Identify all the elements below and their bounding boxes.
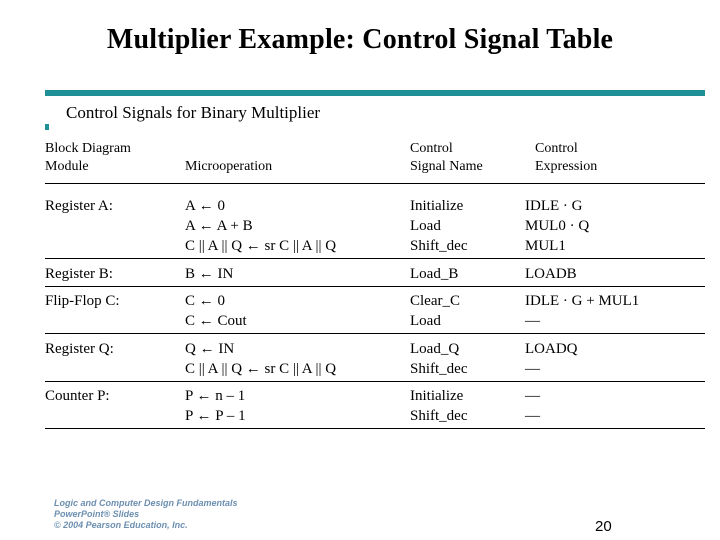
microop-line: C ← 0	[185, 293, 226, 309]
expression-line: MUL0 · Q	[525, 218, 590, 234]
footer-line: Logic and Computer Design Fundamentals	[54, 498, 238, 508]
row-register-a-signals	[410, 196, 468, 256]
title-underline-bar	[45, 90, 705, 96]
signal-line: Load_Q	[410, 341, 460, 357]
header-expression-line2: Expression	[535, 159, 598, 174]
table-bottom-rule	[45, 428, 705, 429]
header-microoperation: Microoperation	[185, 159, 273, 174]
row-register-b-expressions	[525, 264, 577, 284]
row-flipflop-c-module: Flip-Flop C:	[45, 293, 120, 309]
expression-line: LOADQ	[525, 341, 578, 357]
microop-line: P ← P – 1	[185, 408, 246, 424]
row-flipflop-c-microops	[185, 291, 247, 331]
row-register-b-microops	[185, 264, 233, 284]
row-register-q-signals	[410, 339, 468, 379]
header-rule	[45, 183, 705, 184]
expression-line: —	[525, 313, 540, 329]
row-rule	[45, 333, 705, 334]
row-register-a-module: Register A:	[45, 198, 113, 214]
microop-line: C || A || Q ← sr C || A || Q	[185, 361, 337, 377]
microop-line: P ← n – 1	[185, 388, 246, 404]
row-counter-p-expressions	[525, 386, 540, 426]
header-module-line2: Module	[45, 159, 89, 174]
signal-line: Initialize	[410, 198, 464, 214]
header-module	[45, 140, 131, 176]
expression-line: —	[525, 408, 540, 424]
row-register-q-expressions	[525, 339, 578, 379]
header-expression	[535, 140, 597, 176]
footer-line: © 2004 Pearson Education, Inc.	[54, 520, 188, 530]
caption-accent	[45, 124, 49, 130]
row-flipflop-c-signals	[410, 291, 460, 331]
signal-line: Shift_dec	[410, 408, 468, 424]
expression-line: —	[525, 388, 540, 404]
header-signal-line1: Control	[410, 141, 453, 156]
signal-line: Load_B	[410, 266, 459, 282]
row-counter-p-microops	[185, 386, 246, 426]
row-register-q-microops	[185, 339, 336, 379]
footer-line: PowerPoint® Slides	[54, 509, 140, 519]
header-signal-line2: Signal Name	[410, 159, 483, 174]
header-expression-line1: Control	[535, 141, 578, 156]
row-rule	[45, 258, 705, 259]
row-counter-p-signals	[410, 386, 468, 426]
row-register-b-module: Register B:	[45, 266, 113, 282]
signal-line: Initialize	[410, 388, 464, 404]
microop-line: A ← 0	[185, 198, 226, 214]
row-rule	[45, 381, 705, 382]
header-signal-name	[410, 140, 483, 176]
row-rule	[45, 286, 705, 287]
expression-line: MUL1	[525, 238, 566, 254]
microop-line: C || A || Q ← sr C || A || Q	[185, 238, 337, 254]
slide-title: Multiplier Example: Control Signal Table	[106, 24, 614, 55]
microop-line: C ← Cout	[185, 313, 247, 329]
table-caption: Control Signals for Binary Multiplier	[66, 103, 321, 122]
page-number: 20	[595, 518, 612, 535]
row-flipflop-c-expressions	[525, 291, 639, 331]
microop-line: Q ← IN	[185, 341, 235, 357]
signal-line: Clear_C	[410, 293, 460, 309]
microop-line: B ← IN	[185, 266, 234, 282]
row-counter-p-module: Counter P:	[45, 388, 110, 404]
signal-line: Load	[410, 313, 441, 329]
signal-line: Load	[410, 218, 441, 234]
header-module-line1: Block Diagram	[45, 141, 131, 156]
expression-line: IDLE · G + MUL1	[525, 293, 640, 309]
expression-line: LOADB	[525, 266, 577, 282]
row-register-a-microops	[185, 196, 336, 256]
expression-line: IDLE · G	[525, 198, 583, 214]
microop-line: A ← A + B	[185, 218, 253, 234]
publisher-footer	[54, 498, 238, 531]
signal-line: Shift_dec	[410, 361, 468, 377]
row-register-q-module: Register Q:	[45, 341, 114, 357]
signal-line: Shift_dec	[410, 238, 468, 254]
row-register-b-signals	[410, 264, 458, 284]
row-register-a-expressions	[525, 196, 589, 256]
expression-line: —	[525, 361, 540, 377]
